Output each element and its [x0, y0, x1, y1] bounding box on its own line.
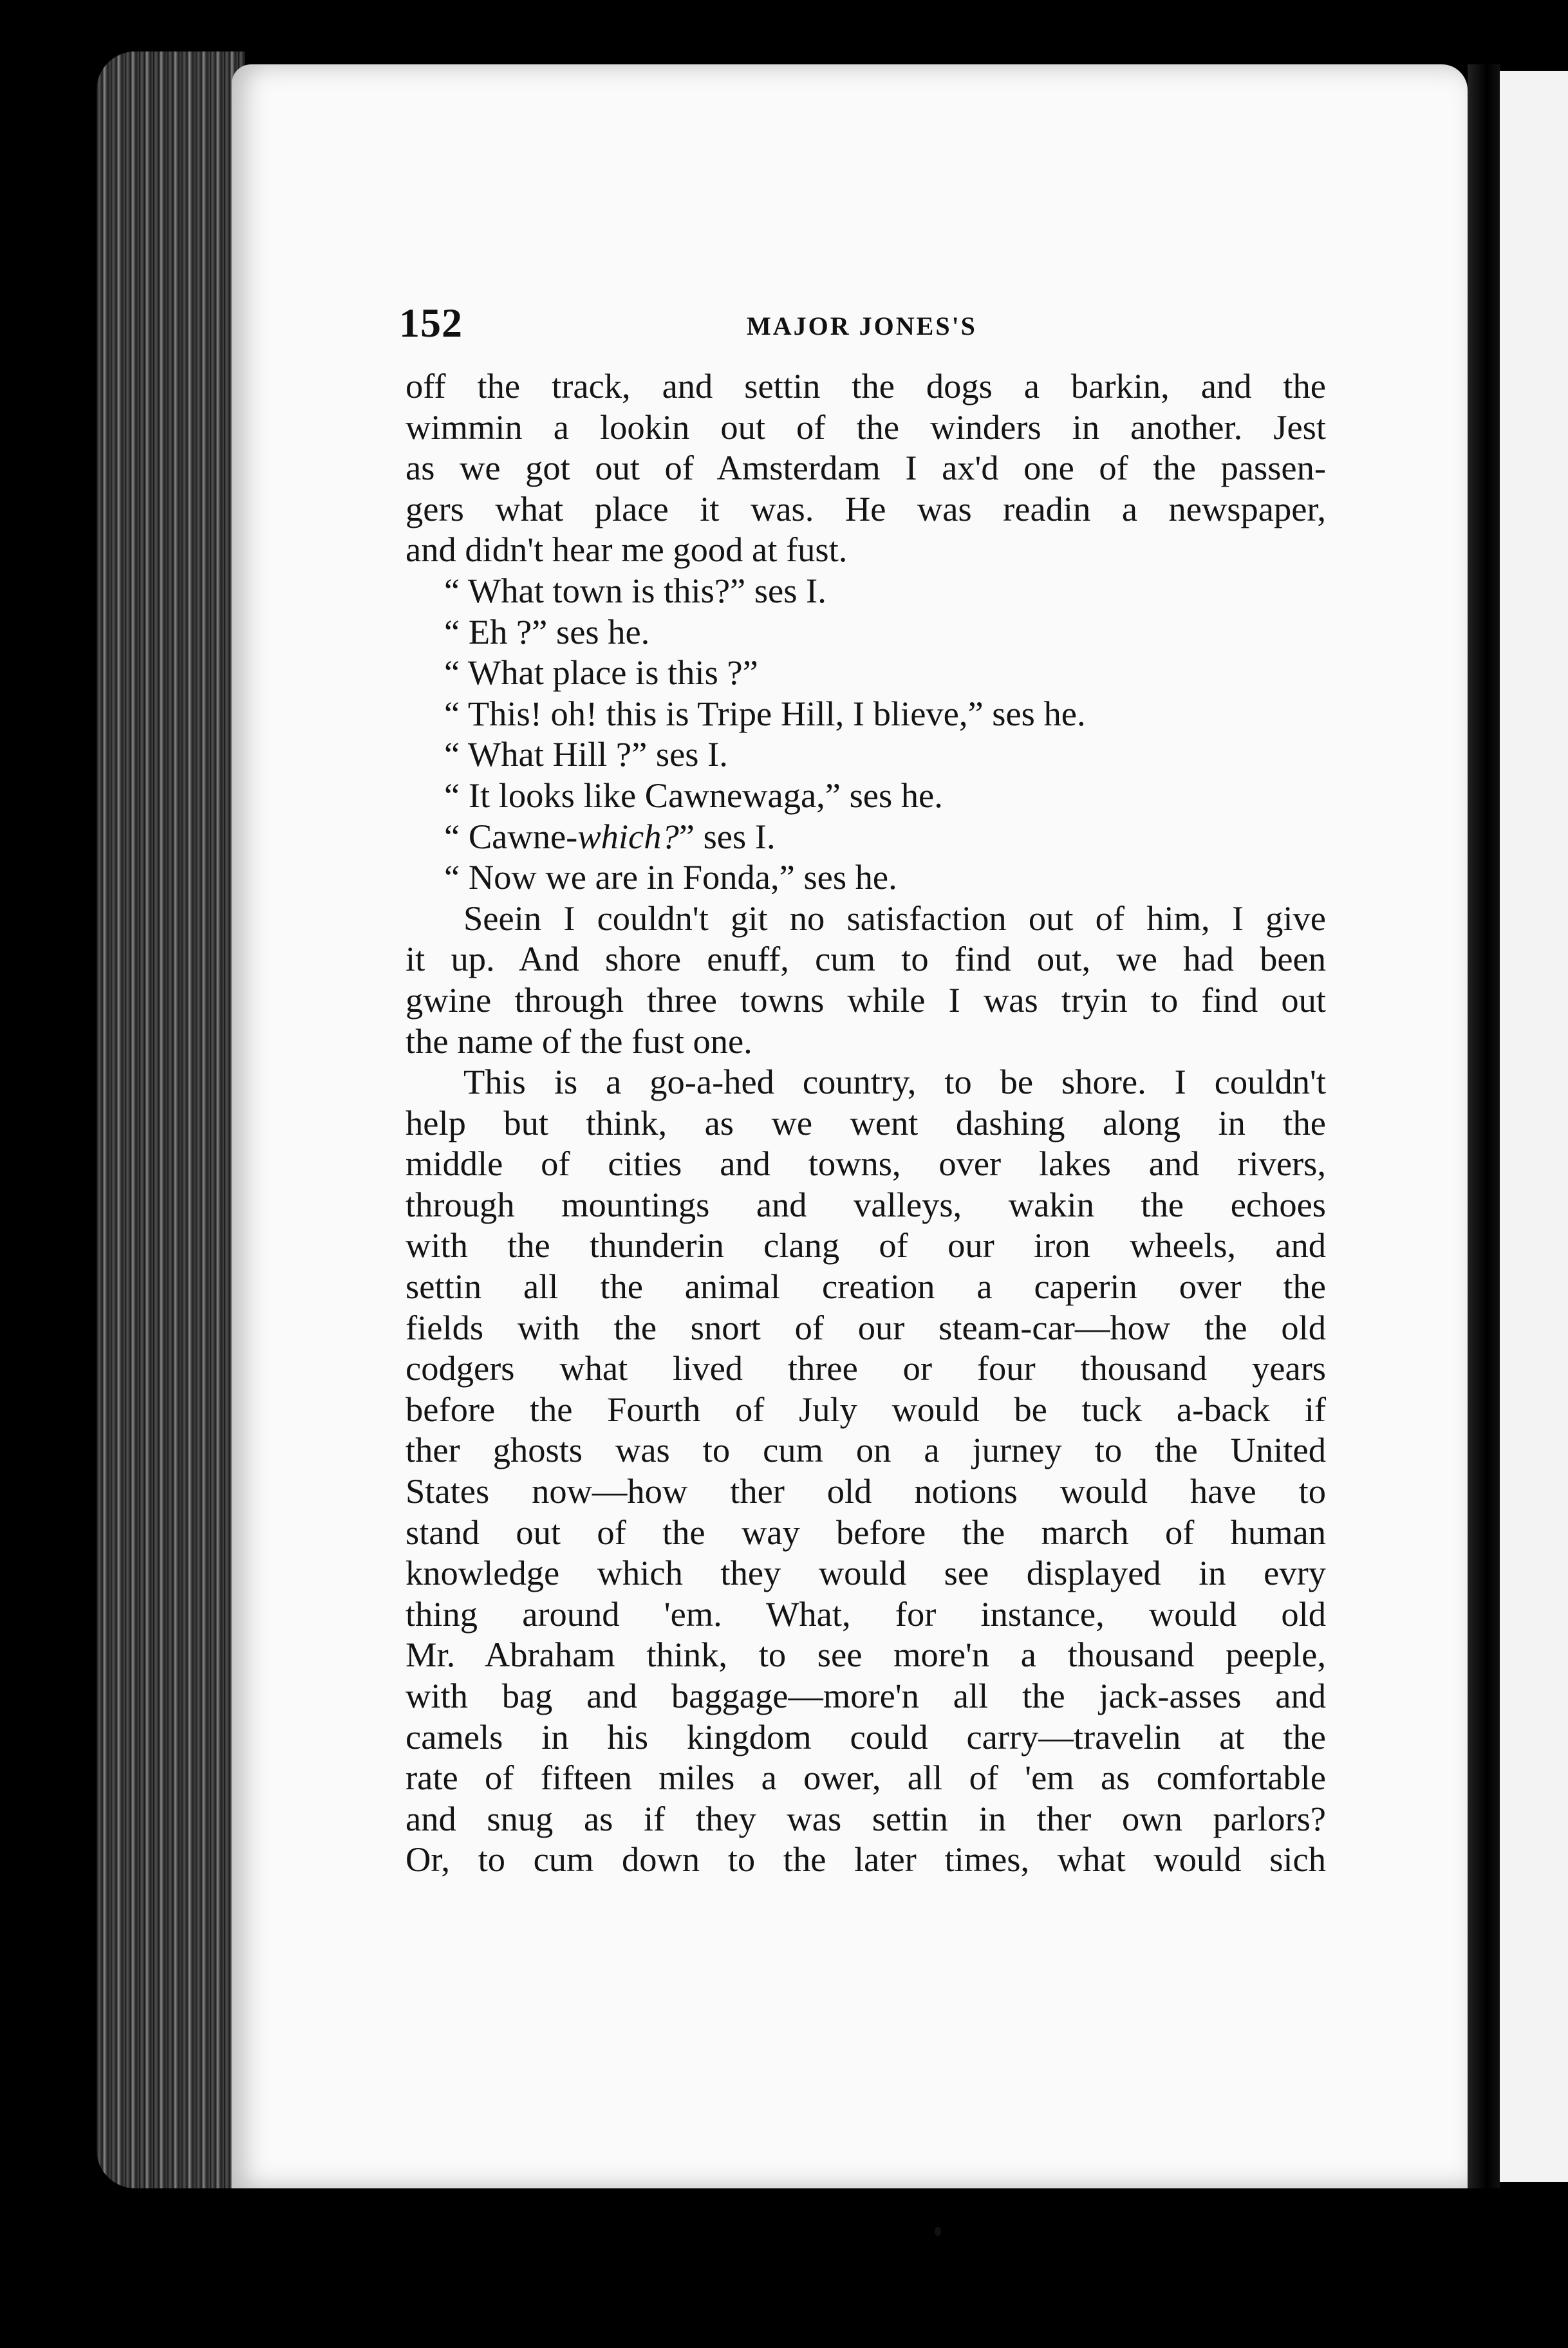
text-line: ther ghosts was to cum on a jurney to the United — [406, 1430, 1326, 1470]
dialogue-line-end: ” ses I. — [678, 816, 776, 856]
text-line: through mountings and valleys, wakin the echoes — [406, 1184, 1326, 1224]
text-line: the name of the fust one. — [406, 1021, 752, 1061]
dialogue-line-start: “ Cawne- — [444, 816, 578, 856]
running-title: MAJOR JONES'S — [747, 312, 977, 340]
italic-word: which? — [577, 816, 679, 856]
dialogue-line: “ This! oh! this is Tripe Hill, I blieve,” ses he. — [444, 693, 1086, 733]
text-line: States now—how ther old notions would have to — [406, 1471, 1326, 1511]
text-line: as we got out of Amsterdam I ax'd one of the passen- — [406, 448, 1326, 488]
text-line: before the Fourth of July would be tuck a-back if — [406, 1389, 1326, 1429]
text-line: codgers what lived three or four thousand years — [406, 1348, 1326, 1388]
paragraph-first-line: Seein I couldn't git no satisfaction out of him, I give — [463, 898, 1326, 938]
text-line: rate of fifteen miles a ower, all of 'em as comfortable — [406, 1758, 1326, 1798]
text-line: stand out of the way before the march of human — [406, 1512, 1326, 1552]
body-text — [406, 366, 1326, 1880]
text-line: Or, to cum down to the later times, what would sich — [406, 1840, 1326, 1879]
text-line: and snug as if they was settin in ther own parlors? — [406, 1798, 1326, 1838]
text-line: wimmin a lookin out of the winders in another. Jest — [406, 407, 1326, 447]
text-line: and didn't hear me good at fust. — [406, 530, 848, 570]
text-line: knowledge which they would see displayed in evry — [406, 1553, 1326, 1593]
text-line: off the track, and settin the dogs a barkin, and the — [406, 366, 1326, 405]
dialogue-line: “ Eh ?” ses he. — [444, 611, 650, 651]
dialogue-line — [406, 816, 1326, 857]
text-line: gwine through three towns while I was tryin to find out — [406, 980, 1326, 1020]
text-line: gers what place it was. He was readin a newspaper, — [406, 489, 1326, 528]
text-line: settin all the animal creation a caperin over the — [406, 1267, 1326, 1307]
book-page-edges — [97, 51, 245, 2188]
text-line: help but think, as we went dashing along in the — [406, 1103, 1326, 1142]
running-head — [399, 299, 1332, 351]
text-line: fields with the snort of our steam-car—how the old — [406, 1307, 1326, 1347]
dialogue-line: “ It looks like Cawnewaga,” ses he. — [444, 775, 943, 815]
text-line: thing around 'em. What, for instance, would old — [406, 1594, 1326, 1634]
facing-page-edge — [1500, 71, 1568, 2182]
text-line: it up. And shore enuff, cum to find out, we had been — [406, 939, 1326, 979]
ink-speck — [935, 2227, 941, 2236]
dialogue-line: “ What place is this ?” — [444, 653, 758, 693]
text-line: camels in his kingdom could carry—travelin at the — [406, 1717, 1326, 1756]
dialogue-line: “ What town is this?” ses I. — [444, 570, 826, 610]
text-line: with the thunderin clang of our iron wheels, and — [406, 1225, 1326, 1265]
book-gutter — [1468, 64, 1500, 2188]
dialogue-line: “ What Hill ?” ses I. — [444, 734, 728, 774]
text-line: with bag and baggage—more'n all the jack-asses and — [406, 1676, 1326, 1715]
dialogue-line: “ Now we are in Fonda,” ses he. — [444, 857, 897, 897]
text-line: middle of cities and towns, over lakes and rivers, — [406, 1144, 1326, 1184]
page-number: 152 — [399, 300, 463, 346]
paragraph-first-line: This is a go-a-hed country, to be shore. I couldn't — [463, 1062, 1326, 1102]
text-line: Mr. Abraham think, to see more'n a thousand peeple, — [406, 1635, 1326, 1675]
